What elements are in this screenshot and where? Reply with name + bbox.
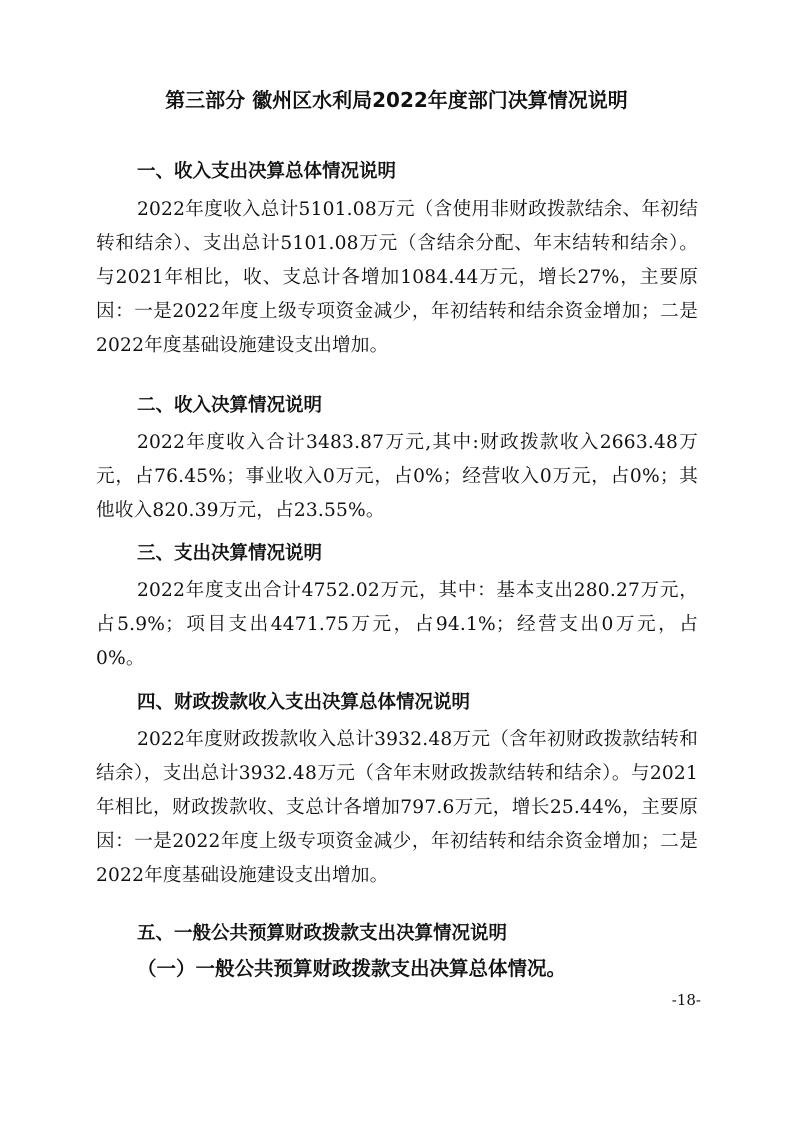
section-2-body: 2022年度收入合计3483.87万元,其中:财政拨款收入2663.48万元，占76.45%；事业收入0万元，占0%；经营收入0万元，占0%；其他收入820.39万元，占23.55%。 — [96, 432, 698, 521]
section-4-heading: 四、财政拨款收入支出决算总体情况说明 — [137, 692, 471, 713]
document-title: 第三部分 徽州区水利局2022年度部门决算情况说明 — [165, 88, 628, 112]
section-5-heading: 五、一般公共预算财政拨款支出决算情况说明 — [137, 923, 508, 944]
section-3-heading: 三、支出决算情况说明 — [137, 543, 323, 564]
section-5-subheading: （一）一般公共预算财政拨款支出决算总体情况。 — [137, 957, 567, 980]
page-number: -18- — [671, 991, 701, 1009]
section-2-heading: 二、收入决算情况说明 — [137, 395, 323, 416]
section-4-body: 2022年度财政拨款收入总计3932.48万元（含年初财政拨款结转和结余），支出总计3932.48万元（含年末财政拨款结转和结余）。与2021年相比，财政拨款收、支总计各增加797.6万元，增长25.44%，主要原因：一是2022年度上级专项资金减少，年初结转和结余资金增加；二是2022年度基础设施建设支出增加。 — [96, 729, 698, 886]
section-3-body: 2022年度支出合计4752.02万元，其中：基本支出280.27万元，占5.9%；项目支出4471.75万元，占94.1%；经营支出0万元，占0%。 — [96, 580, 698, 669]
section-1-body: 2022年度收入总计5101.08万元（含使用非财政拨款结余、年初结转和结余）、支出总计5101.08万元（含结余分配、年末结转和结余）。与2021年相比，收、支总计各增加1084.44万元，增长27%，主要原因：一是2022年度上级专项资金减少，年初结转和结余资金增加；二是2022年度基础设施建设支出增加。 — [96, 199, 698, 356]
section-1-heading: 一、收入支出决算总体情况说明 — [137, 161, 397, 182]
